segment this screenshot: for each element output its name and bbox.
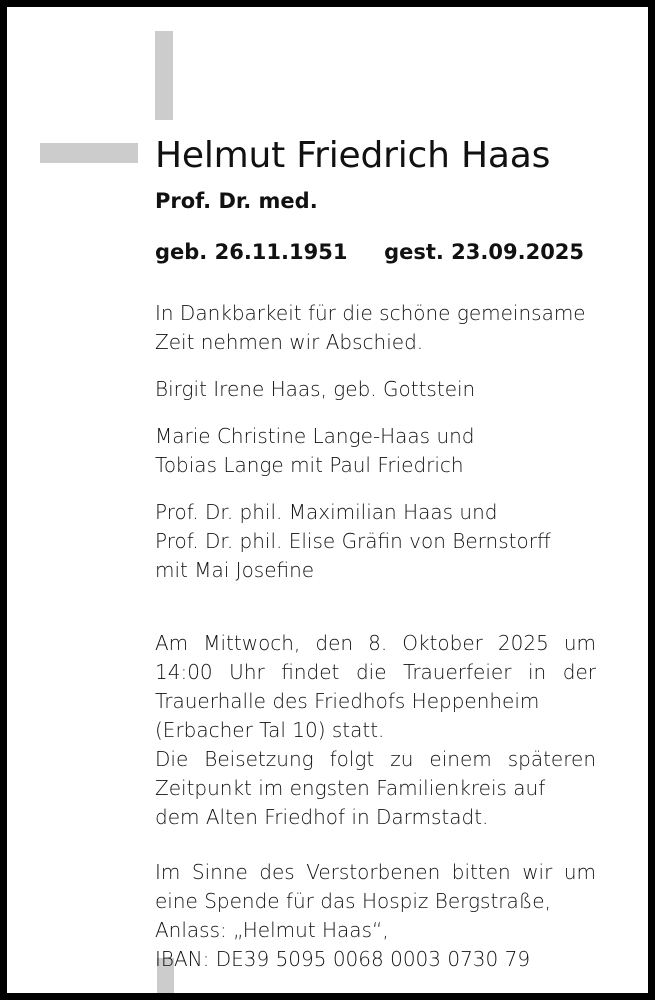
farewell-intro: In Dankbarkeit für die schöne gemeinsame Zeit nehmen wir Abschied. xyxy=(155,301,586,354)
life-dates xyxy=(155,242,596,263)
ceremony-details xyxy=(155,629,596,832)
mourner-block: Prof. Dr. phil. Maximilian Haas und Prof. Dr. phil. Elise Gräfin von Bernstorff mit Mai Josefine xyxy=(155,500,551,582)
deceased-name: Helmut Friedrich Haas xyxy=(155,135,551,176)
decorative-horizontal-bar xyxy=(40,143,138,163)
academic-title: Prof. Dr. med. xyxy=(155,189,318,213)
donation-text-justified: Im Sinne des Verstorbenen bitten wir um eine Spende für das Hospiz Bergstraße, xyxy=(155,860,596,913)
death-date: gest. 23.09.2025 xyxy=(384,240,585,264)
mourner-block: Marie Christine Lange-Haas und Tobias Lange mit Paul Friedrich xyxy=(155,424,475,477)
mourner-block: Birgit Irene Haas, geb. Gottstein xyxy=(155,377,476,401)
burial-paragraph-last-line: dem Alten Friedhof in Darmstadt. xyxy=(155,805,489,829)
ceremony-paragraph-last-line: (Erbacher Tal 10) statt. xyxy=(155,718,385,742)
birth-date: geb. 26.11.1951 xyxy=(155,240,348,264)
donation-reference: Anlass: „Helmut Haas“, xyxy=(155,918,389,942)
ceremony-paragraph-justified: Am Mittwoch, den 8. Oktober 2025 um 14:00 Uhr findet die Trauerfeier in der Trauerhalle des Friedhofs Heppenheim xyxy=(155,631,596,713)
donation-iban: IBAN: DE39 5095 0068 0003 0730 79 xyxy=(155,947,531,971)
burial-paragraph-justified: Die Beisetzung folgt zu einem späteren Zeitpunkt im engsten Familienkreis auf xyxy=(155,747,596,800)
notice-content xyxy=(155,7,596,974)
donation-request xyxy=(155,858,596,974)
